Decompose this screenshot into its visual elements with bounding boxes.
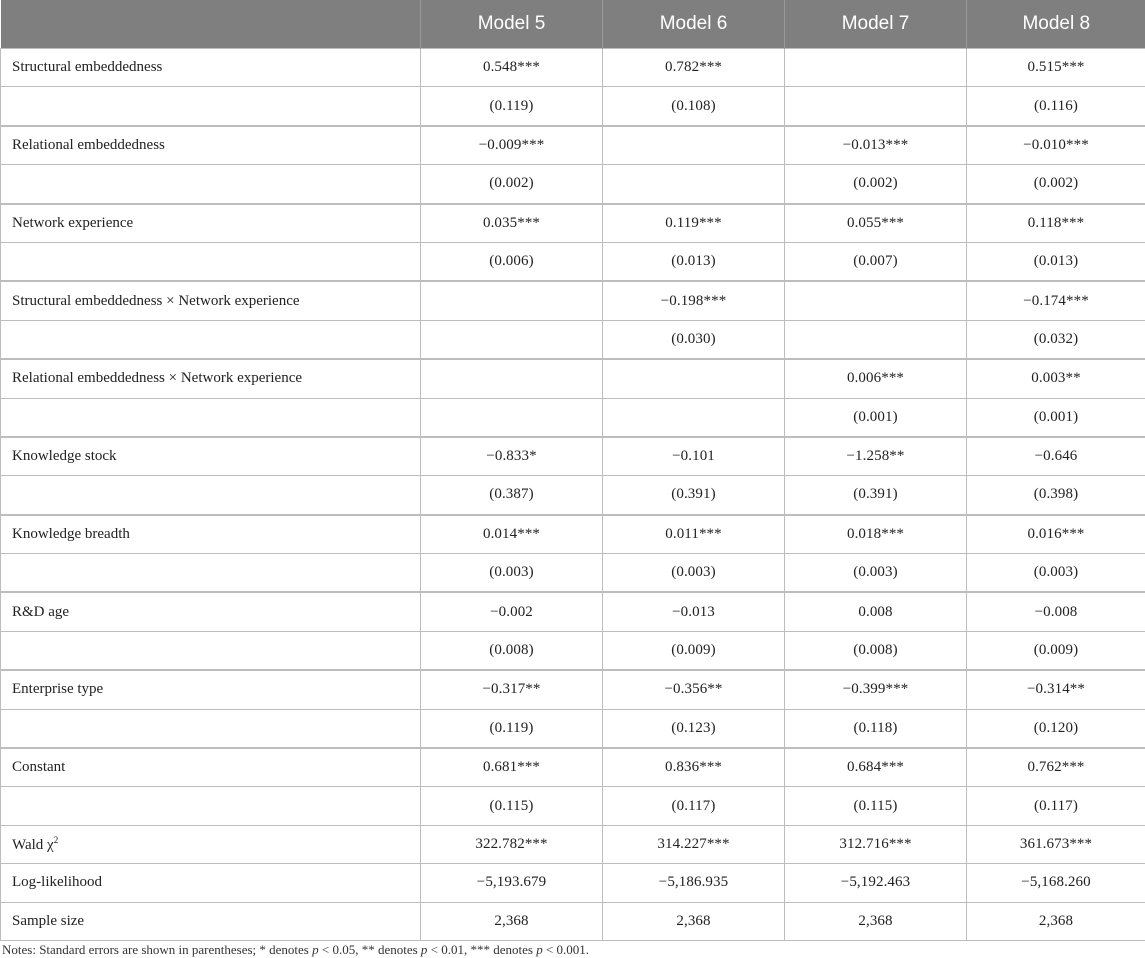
cell-model-5: −0.009*** <box>421 126 603 165</box>
table-row <box>1 515 1145 554</box>
cell-model-7: −0.399*** <box>785 670 967 709</box>
cell-model-6: −0.198*** <box>603 281 785 320</box>
table-row <box>1 902 1145 940</box>
row-label <box>1 748 421 787</box>
cell-model-8: −0.008 <box>967 592 1145 631</box>
cell-model-5 <box>421 320 603 359</box>
cell-model-5: 0.014*** <box>421 515 603 554</box>
cell-model-6: (0.003) <box>603 554 785 593</box>
cell-model-8: (0.116) <box>967 87 1145 126</box>
cell-model-6: (0.391) <box>603 476 785 515</box>
cell-model-6: −0.356** <box>603 670 785 709</box>
cell-model-5: (0.003) <box>421 554 603 593</box>
cell-model-5: (0.006) <box>421 242 603 281</box>
cell-model-6: 314.227*** <box>603 825 785 863</box>
cell-model-5: (0.119) <box>421 709 603 748</box>
table-row <box>1 864 1145 902</box>
row-label-text: Relational embeddedness × Network experience <box>12 370 303 387</box>
cell-model-7: 0.684*** <box>785 748 967 787</box>
cell-model-8: (0.002) <box>967 165 1145 204</box>
cell-model-5: −0.833* <box>421 437 603 476</box>
cell-model-7: (0.003) <box>785 554 967 593</box>
cell-model-7: −5,192.463 <box>785 864 967 902</box>
row-label <box>1 631 421 670</box>
cell-model-7: 2,368 <box>785 902 967 940</box>
row-label <box>1 437 421 476</box>
row-label <box>1 554 421 593</box>
cell-model-5 <box>421 281 603 320</box>
cell-model-5: −5,193.679 <box>421 864 603 902</box>
cell-model-5: 322.782*** <box>421 825 603 863</box>
cell-model-5: (0.119) <box>421 87 603 126</box>
row-label <box>1 709 421 748</box>
table-body <box>1 49 1145 941</box>
cell-model-8: (0.013) <box>967 242 1145 281</box>
cell-model-8: 0.016*** <box>967 515 1145 554</box>
cell-model-6: (0.030) <box>603 320 785 359</box>
table-notes: Notes: Standard errors are shown in parentheses; * denotes p < 0.05, ** denotes p < 0.01, *** denotes p < 0.001. <box>2 942 590 957</box>
cell-model-7: 0.055*** <box>785 204 967 243</box>
cell-model-7: (0.007) <box>785 242 967 281</box>
cell-model-6: (0.117) <box>603 787 785 825</box>
cell-model-5 <box>421 398 603 437</box>
table-header <box>1 0 1145 49</box>
cell-model-8: −0.174*** <box>967 281 1145 320</box>
header-label-cell <box>1 0 421 49</box>
cell-model-5: (0.387) <box>421 476 603 515</box>
cell-model-5: 0.035*** <box>421 204 603 243</box>
table-row <box>1 281 1145 320</box>
cell-model-8: (0.398) <box>967 476 1145 515</box>
table-row <box>1 165 1145 204</box>
row-label <box>1 320 421 359</box>
cell-model-7 <box>785 87 967 126</box>
row-label <box>1 204 421 243</box>
cell-model-6: 0.782*** <box>603 49 785 87</box>
row-label <box>1 515 421 554</box>
cell-model-6 <box>603 165 785 204</box>
row-label <box>1 49 421 87</box>
cell-model-7: (0.118) <box>785 709 967 748</box>
cell-model-8: 2,368 <box>967 902 1145 940</box>
cell-model-6: (0.108) <box>603 87 785 126</box>
row-label-text: Structural embeddedness × Network experience <box>12 292 300 309</box>
cell-model-6: 0.011*** <box>603 515 785 554</box>
row-label <box>1 825 421 863</box>
cell-model-8: (0.120) <box>967 709 1145 748</box>
row-label-text: Knowledge breadth <box>12 525 130 542</box>
row-label-text: Enterprise type <box>12 681 104 698</box>
cell-model-8: (0.032) <box>967 320 1145 359</box>
cell-model-7: 0.018*** <box>785 515 967 554</box>
row-label-text: Structural embeddedness <box>12 59 163 76</box>
row-label-superscript: 2 <box>53 835 59 845</box>
cell-model-5: (0.002) <box>421 165 603 204</box>
cell-model-8: −0.010*** <box>967 126 1145 165</box>
table-row <box>1 825 1145 863</box>
cell-model-7: 0.006*** <box>785 359 967 398</box>
cell-model-7 <box>785 281 967 320</box>
cell-model-5: 0.681*** <box>421 748 603 787</box>
row-label <box>1 864 421 902</box>
cell-model-7: (0.115) <box>785 787 967 825</box>
row-label <box>1 902 421 940</box>
table-row <box>1 554 1145 593</box>
cell-model-6 <box>603 126 785 165</box>
cell-model-8: −0.646 <box>967 437 1145 476</box>
cell-model-5: (0.008) <box>421 631 603 670</box>
table-row <box>1 670 1145 709</box>
table-row <box>1 592 1145 631</box>
cell-model-7: 0.008 <box>785 592 967 631</box>
table-row <box>1 320 1145 359</box>
row-label-text: Relational embeddedness <box>12 136 165 153</box>
cell-model-6 <box>603 398 785 437</box>
header-model-8: Model 8 <box>967 0 1145 49</box>
row-label <box>1 126 421 165</box>
cell-model-5 <box>421 359 603 398</box>
table-row <box>1 126 1145 165</box>
table-row <box>1 87 1145 126</box>
cell-model-8: 0.515*** <box>967 49 1145 87</box>
table-row <box>1 709 1145 748</box>
header-model-6: Model 6 <box>603 0 785 49</box>
header-row <box>1 0 1145 49</box>
row-label-text: Log-likelihood <box>12 874 102 891</box>
cell-model-8: 0.118*** <box>967 204 1145 243</box>
header-model-7: Model 7 <box>785 0 967 49</box>
cell-model-8: (0.001) <box>967 398 1145 437</box>
row-label <box>1 242 421 281</box>
cell-model-6: (0.013) <box>603 242 785 281</box>
cell-model-6: (0.009) <box>603 631 785 670</box>
cell-model-7 <box>785 320 967 359</box>
cell-model-6: 2,368 <box>603 902 785 940</box>
cell-model-8: −0.314** <box>967 670 1145 709</box>
cell-model-8: (0.003) <box>967 554 1145 593</box>
row-label <box>1 787 421 825</box>
cell-model-7: −1.258** <box>785 437 967 476</box>
table-row <box>1 476 1145 515</box>
cell-model-7: 312.716*** <box>785 825 967 863</box>
cell-model-6: −0.013 <box>603 592 785 631</box>
cell-model-7: −0.013*** <box>785 126 967 165</box>
cell-model-6: 0.836*** <box>603 748 785 787</box>
cell-model-6: −0.101 <box>603 437 785 476</box>
table-row <box>1 242 1145 281</box>
row-label-text: R&D age <box>12 603 70 620</box>
row-label-text: Sample size <box>12 912 85 929</box>
cell-model-6 <box>603 359 785 398</box>
row-label <box>1 359 421 398</box>
row-label-text: Wald χ <box>12 837 54 853</box>
cell-model-5: 2,368 <box>421 902 603 940</box>
cell-model-5: (0.115) <box>421 787 603 825</box>
cell-model-7: (0.001) <box>785 398 967 437</box>
cell-model-5: 0.548*** <box>421 49 603 87</box>
cell-model-6: −5,186.935 <box>603 864 785 902</box>
cell-model-5: −0.002 <box>421 592 603 631</box>
table-row <box>1 748 1145 787</box>
row-label <box>1 398 421 437</box>
row-label <box>1 476 421 515</box>
cell-model-6: 0.119*** <box>603 204 785 243</box>
cell-model-8: 361.673*** <box>967 825 1145 863</box>
cell-model-7: (0.008) <box>785 631 967 670</box>
row-label-text: Network experience <box>12 214 134 231</box>
row-label-text: Knowledge stock <box>12 448 117 465</box>
table-row <box>1 359 1145 398</box>
row-label-text: Constant <box>12 759 66 776</box>
cell-model-7 <box>785 49 967 87</box>
table-row <box>1 398 1145 437</box>
row-label <box>1 165 421 204</box>
row-label <box>1 592 421 631</box>
cell-model-8: (0.009) <box>967 631 1145 670</box>
row-label <box>1 87 421 126</box>
cell-model-8: −5,168.260 <box>967 864 1145 902</box>
cell-model-8: 0.762*** <box>967 748 1145 787</box>
row-label <box>1 281 421 320</box>
cell-model-5: −0.317** <box>421 670 603 709</box>
row-label <box>1 670 421 709</box>
cell-model-7: (0.391) <box>785 476 967 515</box>
cell-model-8: 0.003** <box>967 359 1145 398</box>
table-row <box>1 787 1145 825</box>
table-row <box>1 437 1145 476</box>
table-row <box>1 49 1145 87</box>
cell-model-7: (0.002) <box>785 165 967 204</box>
table-row <box>1 204 1145 243</box>
cell-model-6: (0.123) <box>603 709 785 748</box>
header-model-5: Model 5 <box>421 0 603 49</box>
cell-model-8: (0.117) <box>967 787 1145 825</box>
table-row <box>1 631 1145 670</box>
